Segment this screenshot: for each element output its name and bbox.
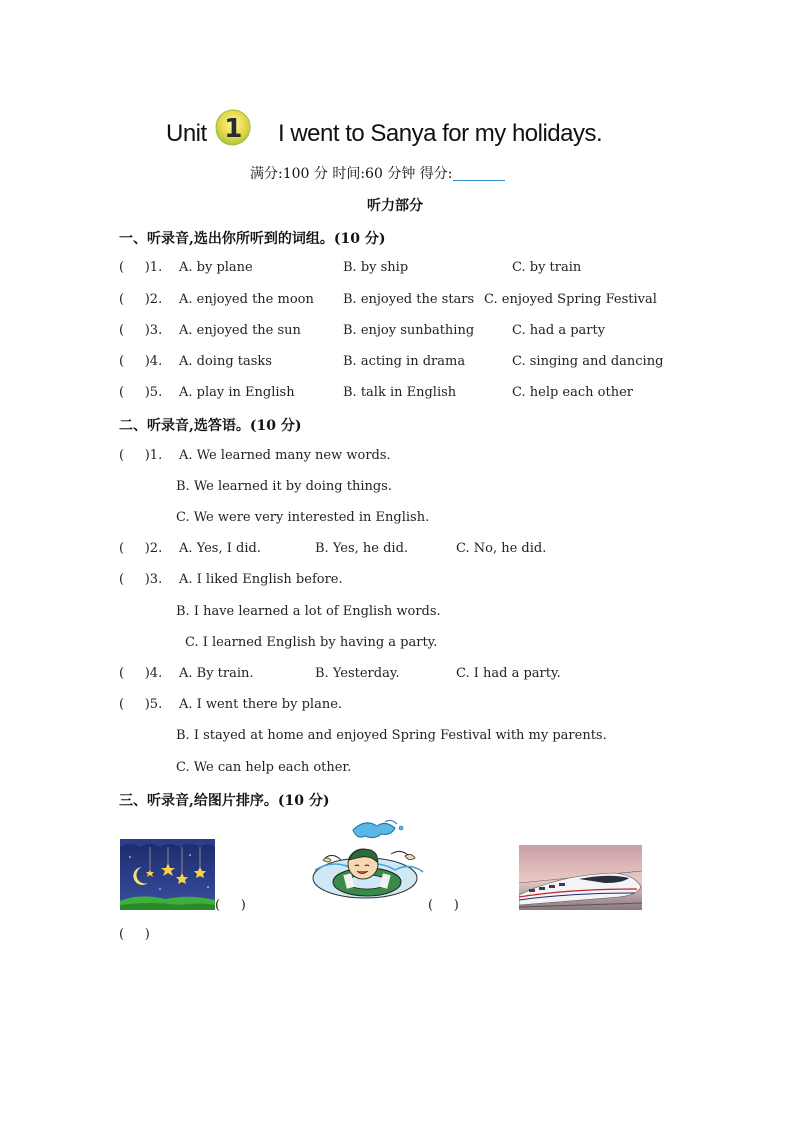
option-c: C. enjoyed Spring Festival — [484, 292, 657, 307]
answer-blank[interactable]: ( )1. — [119, 260, 163, 275]
answer-blank[interactable]: ( ) — [215, 898, 246, 913]
option-b: B. I have learned a lot of English words. — [176, 604, 441, 619]
option-a: A. play in English — [179, 385, 295, 400]
unit-title: I went to Sanya for my holidays. — [278, 120, 603, 147]
option-a: A. by plane — [179, 260, 253, 275]
option-c: C. had a party — [512, 323, 606, 338]
option-c: C. help each other — [512, 385, 633, 400]
option-b: B. acting in drama — [343, 354, 466, 369]
option-b: B. by ship — [343, 260, 409, 275]
option-c: C. I had a party. — [456, 666, 561, 681]
answer-blank[interactable]: ( )2. — [119, 292, 163, 307]
option-c: C. by train — [512, 260, 582, 275]
answer-blank[interactable]: ( )4. — [119, 354, 163, 369]
swimming-boy-picture — [305, 818, 430, 910]
option-a: A. doing tasks — [179, 354, 272, 369]
answer-blank[interactable]: ( )5. — [119, 385, 163, 400]
part1-heading: 一、听录音,选出你所听到的词组。(10 分) — [119, 231, 386, 247]
answer-blank[interactable]: ( ) — [119, 927, 150, 942]
section-title: 听力部分 — [367, 198, 423, 214]
svg-text:1: 1 — [224, 114, 242, 144]
score-blank[interactable] — [453, 166, 505, 181]
answer-blank[interactable]: ( )3. — [119, 572, 163, 587]
answer-blank[interactable]: ( )2. — [119, 541, 163, 556]
score-time-text: 满分:100 分 时间:60 分钟 得分: — [250, 166, 453, 182]
option-a: A. Yes, I did. — [179, 541, 261, 556]
answer-blank[interactable]: ( )4. — [119, 666, 163, 681]
option-c: C. We were very interested in English. — [176, 510, 430, 525]
option-b: B. I stayed at home and enjoyed Spring Festival with my parents. — [176, 728, 607, 743]
train-picture — [519, 845, 642, 910]
page-title — [166, 108, 636, 152]
option-b: B. talk in English — [343, 385, 457, 400]
option-a: A. We learned many new words. — [179, 448, 391, 463]
score-time-line — [250, 163, 505, 183]
option-a: A. I liked English before. — [179, 572, 343, 587]
answer-blank[interactable]: ( )1. — [119, 448, 163, 463]
answer-blank[interactable]: ( )5. — [119, 697, 163, 712]
option-c: C. singing and dancing — [512, 354, 664, 369]
unit-word: Unit — [166, 120, 207, 147]
option-b: B. Yesterday. — [315, 666, 400, 681]
option-a: A. enjoyed the sun — [179, 323, 301, 338]
night-sky-picture — [120, 839, 215, 910]
option-a: A. enjoyed the moon — [179, 292, 314, 307]
option-b: B. Yes, he did. — [315, 541, 409, 556]
unit-number-badge-icon — [213, 108, 253, 148]
answer-blank[interactable]: ( )3. — [119, 323, 163, 338]
option-c: C. I learned English by having a party. — [185, 635, 438, 650]
option-b: B. enjoy sunbathing — [343, 323, 475, 338]
option-a: A. By train. — [179, 666, 254, 681]
option-b: B. enjoyed the stars — [343, 292, 475, 307]
option-c: C. No, he did. — [456, 541, 547, 556]
option-c: C. We can help each other. — [176, 760, 352, 775]
answer-blank[interactable]: ( ) — [428, 898, 459, 913]
part2-heading: 二、听录音,选答语。(10 分) — [119, 418, 302, 434]
option-a: A. I went there by plane. — [179, 697, 343, 712]
part3-heading: 三、听录音,给图片排序。(10 分) — [119, 793, 330, 809]
option-b: B. We learned it by doing things. — [176, 479, 392, 494]
